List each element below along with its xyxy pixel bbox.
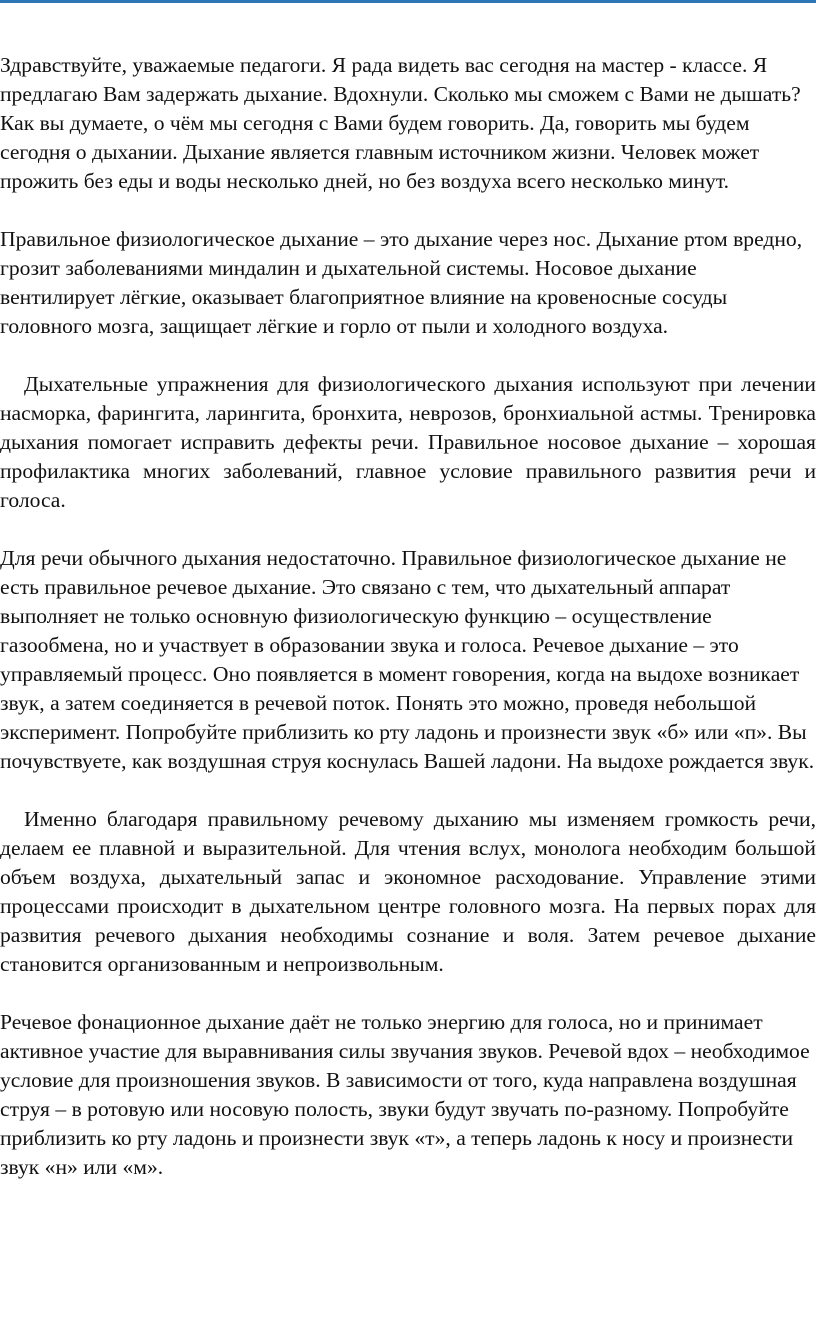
paragraph-breathing-exercises: Дыхательные упражнения для физиологического дыхания используют при лечении насморка, фарингита, ларингита, бронхита, неврозов, бронхиальной астмы. Тренировка дыхания помогает исправить дефекты речи. Правильное носовое дыхание – хорошая профилактика многих заболеваний, главное условие правильного развития речи и голоса. bbox=[0, 372, 816, 512]
paragraph-phonation-breathing: Речевое фонационное дыхание даёт не только энергию для голоса, но и принимает активное участие для выравнивания силы звучания звуков. Речевой вдох – необходимое условие для произношения звуков. В зависимости от того, куда направлена воздушная струя – в ротовую или носовую полость, звуки будут звучать по-разному. Попробуйте приблизить ко рту ладонь и произнести звук «т», а теперь ладонь к носу и произнести звук «н» или «м». bbox=[0, 1010, 810, 1179]
top-accent-rule bbox=[0, 0, 816, 3]
document-body bbox=[0, 51, 816, 1211]
paragraph-voice-control: Именно благодаря правильному речевому дыханию мы изменяем громкость речи, делаем ее плавной и выразительной. Для чтения вслух, монолога необходим большой объем воздуха, дыхательный запас и экономное расходование. Управление этими процессами происходит в дыхательном центре головного мозга. На первых порах для развития речевого дыхания необходимы сознание и воля. Затем речевое дыхание становится организованным и непроизвольным. bbox=[0, 807, 816, 976]
paragraph-physiological-breathing: Правильное физиологическое дыхание – это дыхание через нос. Дыхание ртом вредно, грозит заболеваниями миндалин и дыхательной системы. Носовое дыхание вентилирует лёгкие, оказывает благоприятное влияние на кровеносные сосуды головного мозга, защищает лёгкие и горло от пыли и холодного воздуха. bbox=[0, 227, 803, 338]
paragraph-speech-breathing: Для речи обычного дыхания недостаточно. Правильное физиологическое дыхание не есть правильное речевое дыхание. Это связано с тем, что дыхательный аппарат выполняет не только основную физиологическую функцию – осуществление газообмена, но и участвует в образовании звука и голоса. Речевое дыхание – это управляемый процесс. Оно появляется в момент говорения, когда на выдохе возникает звук, а затем соединяется в речевой поток. Понять это можно, проведя небольшой эксперимент. Попробуйте приблизить ко рту ладонь и произнести звук «б» или «п». Вы почувствуете, как воздушная струя коснулась Вашей ладони. На выдохе рождается звук. bbox=[0, 546, 815, 773]
paragraph-greeting: Здравствуйте, уважаемые педагоги. Я рада видеть вас сегодня на мастер - классе. Я предлагаю Вам задержать дыхание. Вдохнули. Сколько мы сможем с Вами не дышать? Как вы думаете, о чём мы сегодня с Вами будем говорить. Да, говорить мы будем сегодня о дыхании. Дыхание является главным источником жизни. Человек может прожить без еды и воды несколько дней, но без воздуха всего несколько минут. bbox=[0, 53, 801, 193]
